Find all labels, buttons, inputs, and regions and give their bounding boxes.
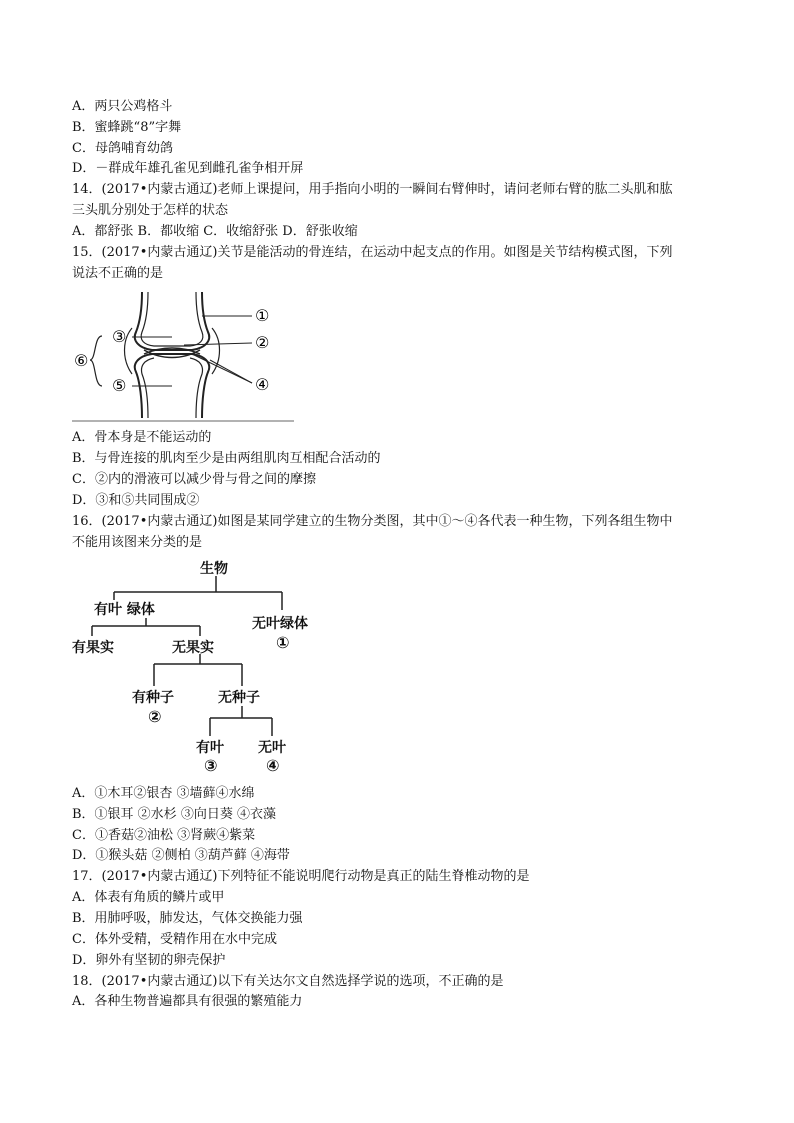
q17-option-c: C．体外受精，受精作用在水中完成 [72,932,277,947]
q16-option-a: A．①木耳②银杏 ③墙藓④水绵 [72,786,255,801]
label-4: ④ [255,375,270,394]
q13-option-a: A．两只公鸡格斗 [72,99,173,114]
label-6: ⑥ [74,351,89,370]
q16-option-c: C．①香菇②油松 ③肾蕨④紫菜 [72,828,256,843]
leader-2 [184,343,252,345]
tree-root: 生物 [200,561,228,577]
tree-num-4: ④ [266,756,280,775]
q13-option-c: C．母鸽哺育幼鸽 [72,141,173,156]
lower-bone-inner [142,358,203,418]
q17-option-a: A．体表有角质的鳞片或甲 [72,890,225,905]
label-1: ① [255,306,270,325]
upper-bone-outer [135,292,209,350]
tree-num-3: ③ [204,756,218,775]
q17-option-b: B．用肺呼吸，肺发达，气体交换能力强 [72,911,303,926]
brace-6 [90,336,102,386]
tree-leaf-green: 有叶 绿体 [94,602,155,618]
joint-structure-figure [72,290,297,422]
tree-no-leaf-green: 无叶绿体 [252,616,308,632]
tree-no-fruit: 无果实 [172,640,214,656]
q16-stem-line2: 不能用该图来分类的是 [72,535,203,550]
tree-has-seed: 有种子 [132,690,174,706]
upper-bone-inner [141,292,203,346]
q17-option-d: D．卵外有坚韧的卵壳保护 [72,953,226,968]
q18-option-a: A．各种生物普遍都具有很强的繁殖能力 [72,994,303,1009]
tree-num-1: ① [276,633,290,652]
q15-option-c: C．②内的滑液可以减少骨与骨之间的摩擦 [72,472,316,487]
q13-option-b: B．蜜蜂跳“8”字舞 [72,120,182,135]
tree-num-2: ② [148,707,162,726]
tree-has-fruit: 有果实 [72,640,114,656]
label-3: ③ [112,327,127,346]
q14-stem-line2: 三头肌分别处于怎样的状态 [72,203,229,218]
q16-option-d: D．①猴头菇 ②侧柏 ③葫芦藓 ④海带 [72,848,290,863]
leader-4b [210,360,252,383]
tree-no-leaf: 无叶 [258,740,286,756]
q17-stem: 17．(2017•内蒙古通辽)下列特征不能说明爬行动物是真正的陆生脊椎动物的是 [72,869,530,884]
q15-option-b: B．与骨连接的肌肉至少是由两组肌肉互相配合活动的 [72,451,381,466]
q14-stem-line1: 14．(2017•内蒙古通辽)老师上课提问，用手指向小明的一瞬间右臂伸时，请问老师右臂的肱二头肌和肱 [72,182,673,197]
q16-stem-line1: 16．(2017•内蒙古通辽)如图是某同学建立的生物分类图，其中①～④各代表一种生物，下列各组生物中 [72,514,673,529]
q18-stem: 18．(2017•内蒙古通辽)以下有关达尔文自然选择学说的选项，不正确的是 [72,974,504,989]
q15-stem-line1: 15．(2017•内蒙古通辽)关节是能活动的骨连结，在运动中起支点的作用。如图是关节结构模式图，下列 [72,245,673,260]
label-2: ② [255,333,270,352]
q15-option-a: A．骨本身是不能运动的 [72,430,212,445]
q15-stem-line2: 说法不正确的是 [72,266,164,281]
q13-option-d: D．－群成年雄孔雀见到雌孔雀争相开屏 [72,161,304,176]
tree-has-leaf: 有叶 [196,740,224,756]
q15-option-d: D．③和⑤共同围成② [72,493,200,508]
label-5: ⑤ [112,376,127,395]
classification-tree-figure [72,556,332,778]
q16-option-b: B．①银耳 ②水杉 ③向日葵 ④衣藻 [72,807,276,822]
q14-options: A．都舒张 B．都收缩 C．收缩舒张 D．舒张收缩 [72,224,358,239]
tree-no-seed: 无种子 [218,690,260,706]
